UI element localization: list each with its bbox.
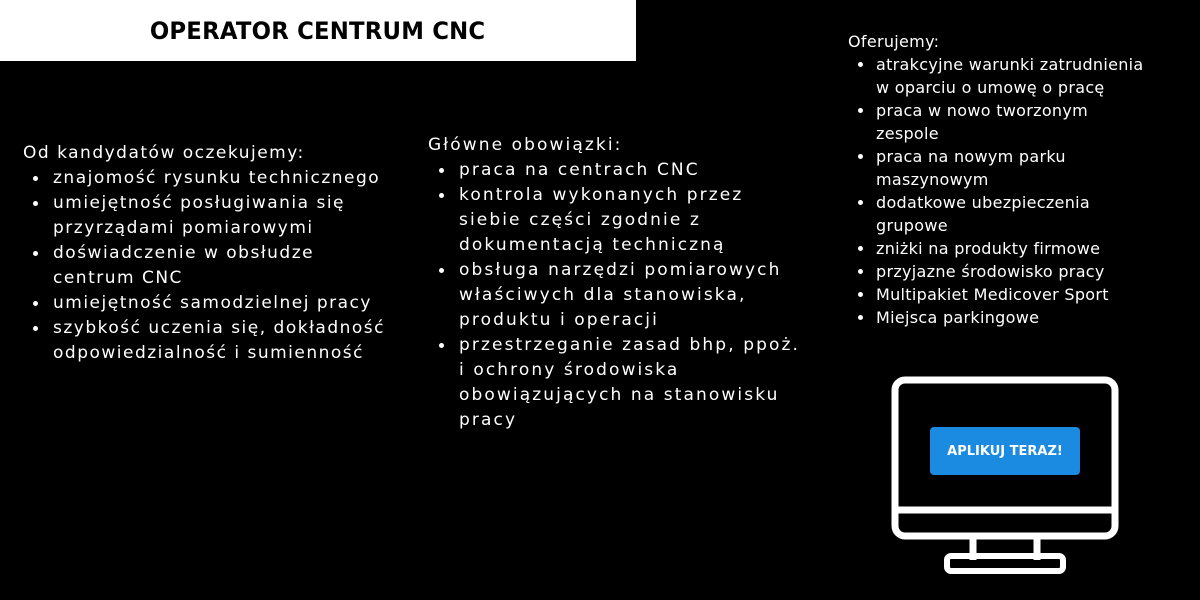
list-item: Miejsca parkingowe (848, 306, 1148, 329)
list-item: Multipakiet Medicover Sport (848, 283, 1148, 306)
list-item: szybkość uczenia się, dokładność odpowiedzialność i sumienność (23, 316, 403, 366)
list-item: atrakcyjne warunki zatrudnienia w oparciu o umowę o pracę (848, 53, 1148, 99)
list-item: umiejętność posługiwania się przyrządami pomiarowymi (23, 191, 403, 241)
duties-list (428, 158, 808, 433)
monitor-icon (891, 376, 1119, 576)
list-item: kontrola wykonanych przez siebie części zgodnie z dokumentacją techniczną (428, 183, 808, 258)
list-item: dodatkowe ubezpieczenia grupowe (848, 191, 1148, 237)
list-item: praca w nowo tworzonym zespole (848, 99, 1148, 145)
list-item: obsługa narzędzi pomiarowych właściwych dla stanowiska, produktu i operacji (428, 258, 808, 333)
list-item: umiejętność samodzielnej pracy (23, 291, 403, 316)
title-banner (0, 0, 636, 61)
page-title: OPERATOR CENTRUM CNC (150, 16, 486, 45)
requirements-heading: Od kandydatów oczekujemy: (23, 143, 305, 163)
list-item: praca na nowym parku maszynowym (848, 145, 1148, 191)
list-item: znajomość rysunku technicznego (23, 166, 403, 191)
requirements-section (23, 141, 403, 366)
apply-button[interactable]: APLIKUJ TERAZ! (930, 427, 1080, 475)
offer-heading: Oferujemy: (848, 32, 940, 51)
duties-section (428, 133, 808, 433)
list-item: zniżki na produkty firmowe (848, 237, 1148, 260)
duties-heading: Główne obowiązki: (428, 135, 623, 155)
offer-list (848, 53, 1148, 329)
monitor-illustration (891, 376, 1119, 576)
list-item: doświadczenie w obsłudze centrum CNC (23, 241, 403, 291)
list-item: przyjazne środowisko pracy (848, 260, 1148, 283)
list-item: przestrzeganie zasad bhp, ppoż. i ochrony środowiska obowiązujących na stanowisku pracy (428, 333, 808, 433)
list-item: praca na centrach CNC (428, 158, 808, 183)
offer-section (848, 30, 1148, 329)
requirements-list (23, 166, 403, 366)
